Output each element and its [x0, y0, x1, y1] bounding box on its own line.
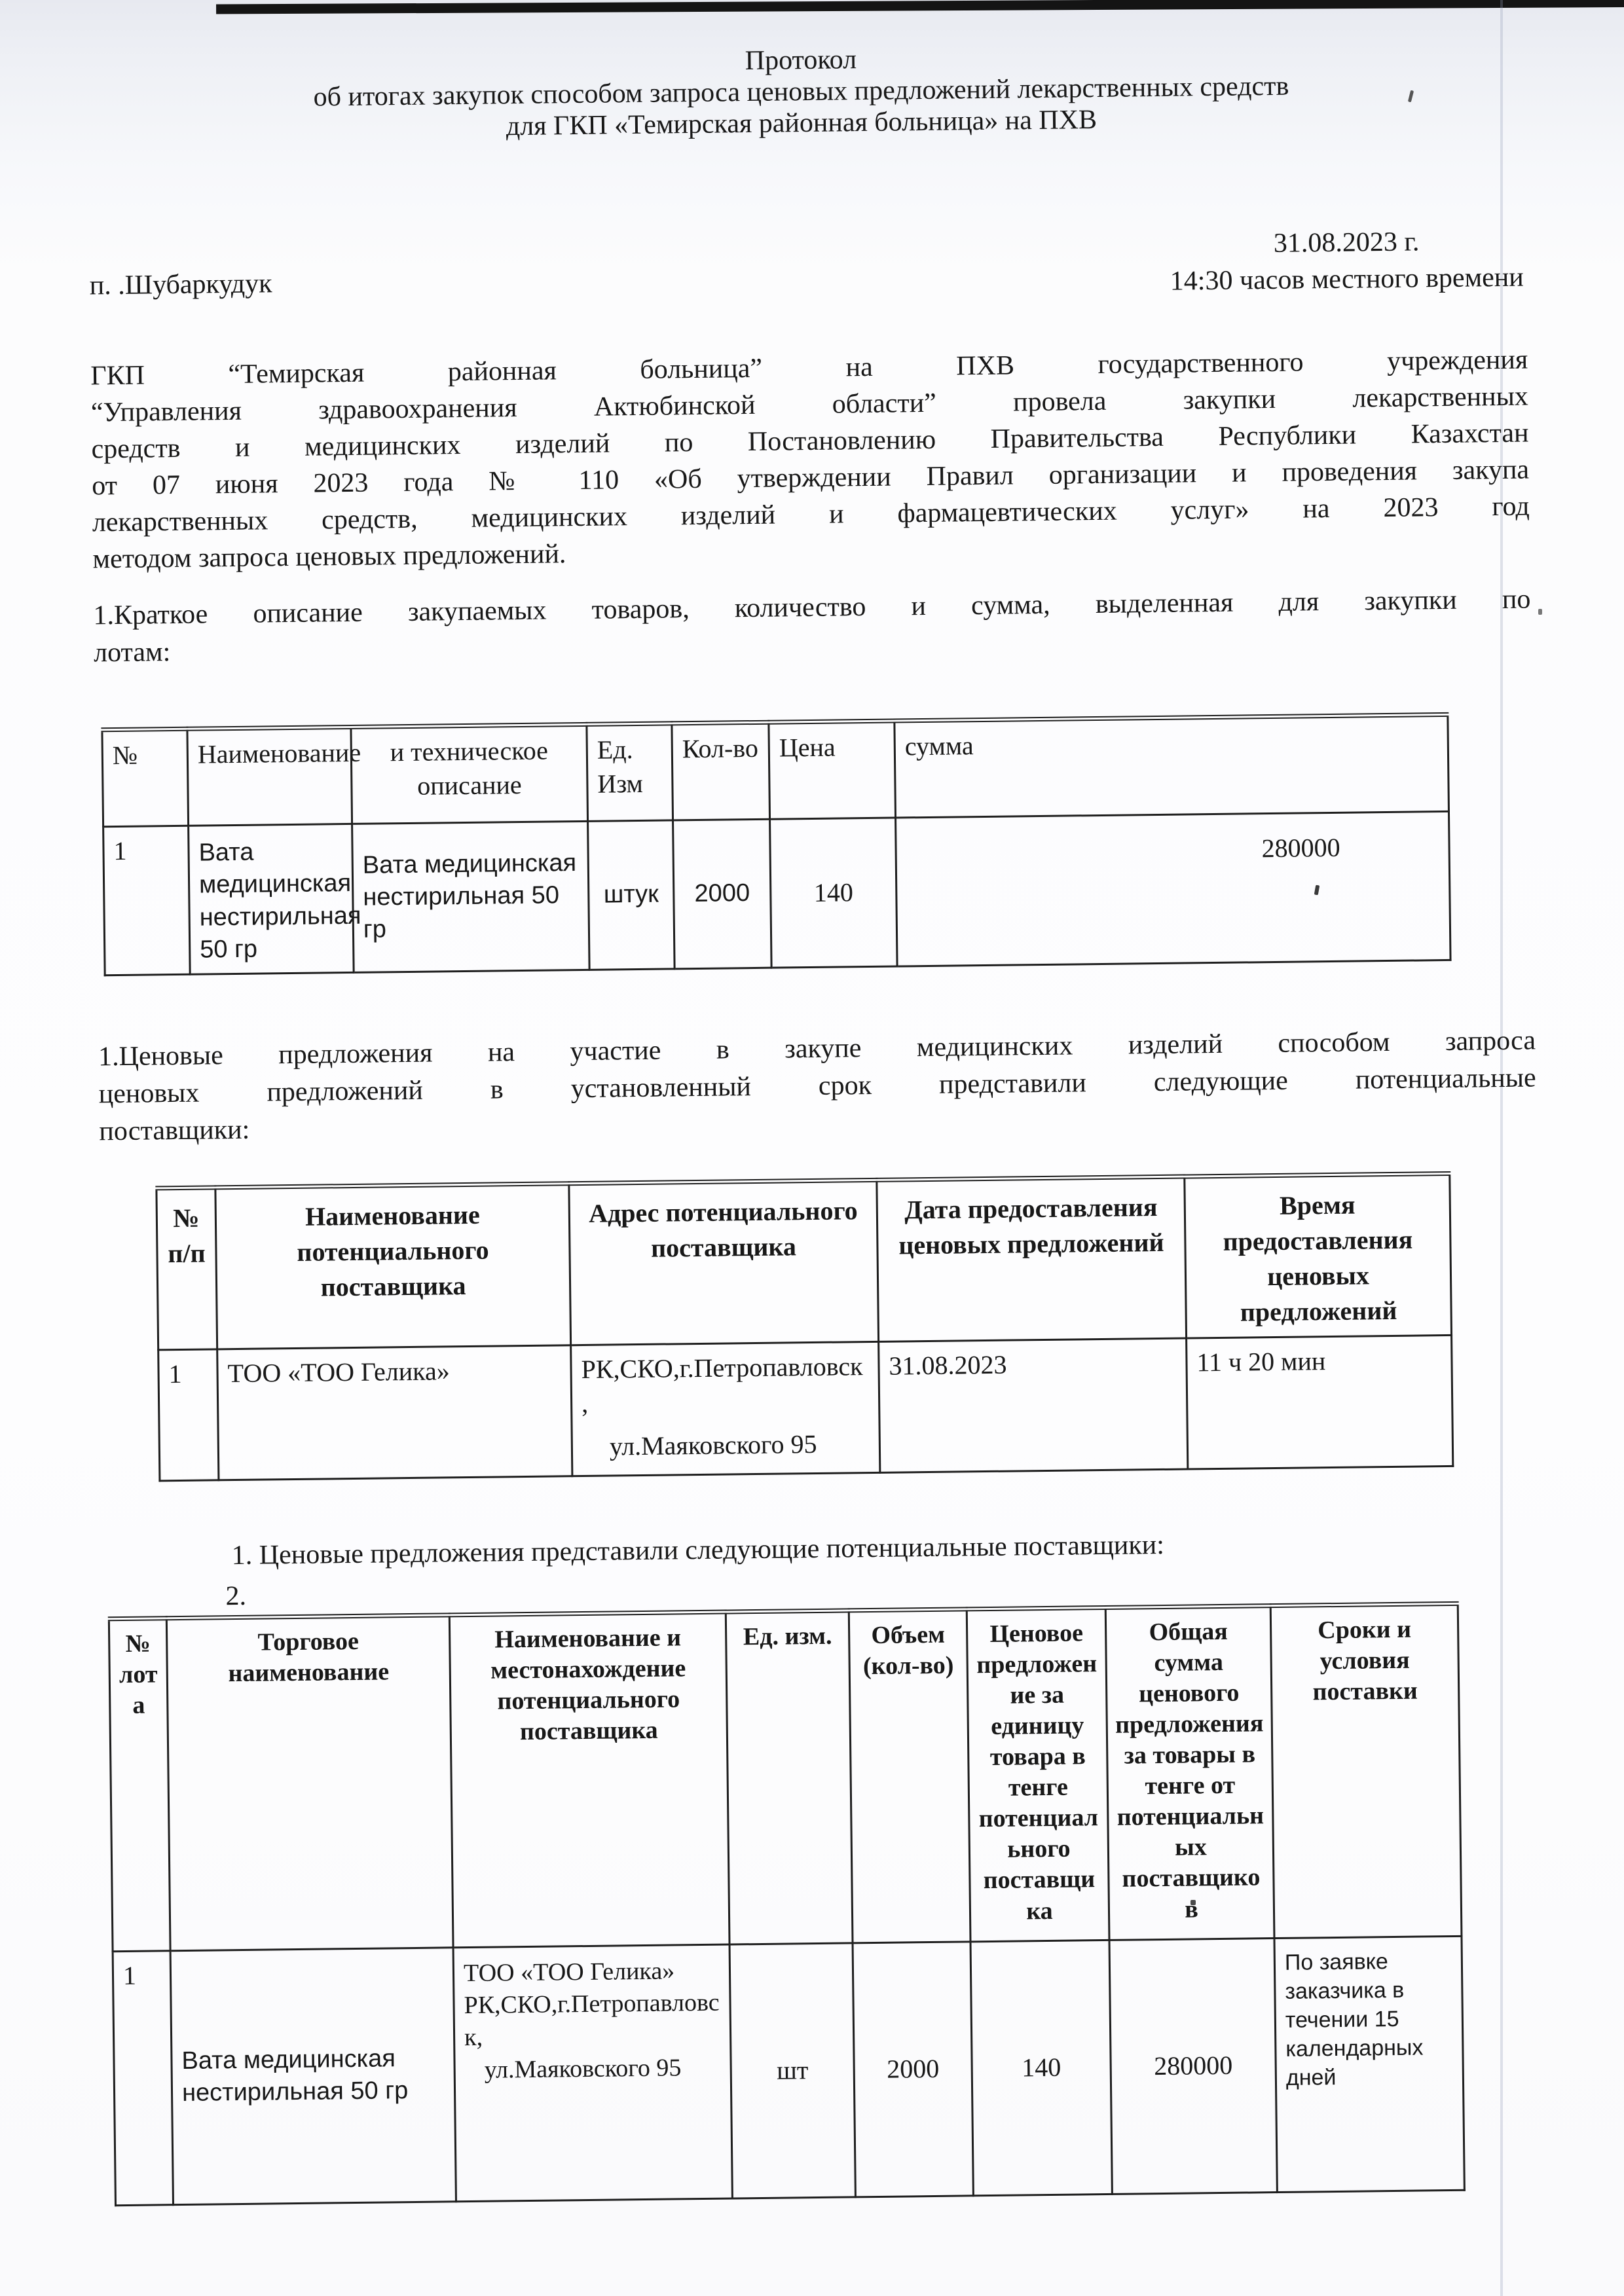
price-offers-table [108, 1601, 1466, 2206]
col-header-tech-desc: и техническое описание [351, 724, 588, 824]
supplier-address-cell [571, 1341, 880, 1476]
supplier-location-cell [453, 1944, 732, 2202]
title-line-1: Протокол [745, 45, 857, 77]
supplier-line: ул.Маяковского 95 [484, 2054, 682, 2084]
intro-paragraph [90, 342, 1530, 578]
place-date-row [89, 223, 1524, 312]
list-item-1: 1. Ценовые предложения представили следующие потенциальные поставщики: [231, 1529, 1165, 1571]
supplier-name-cell: ТОО «ТОО Гелика» [217, 1345, 572, 1480]
volume-cell: 2000 [853, 1941, 973, 2196]
paragraph-line: средств и медицинских изделий по Постановлению Правительства Республики Казахстан [91, 418, 1529, 465]
table-row [113, 1936, 1464, 2205]
col-header-trade-name: Торговое наименование [166, 1614, 453, 1950]
section-3-intro [225, 1522, 1541, 1615]
col-header-quantity: Кол-во [672, 722, 770, 820]
section-line: ценовых предложений в установленный срок представили следующие потенциальные [98, 1063, 1536, 1109]
col-header-offer-time: Время предоставления ценовых предложений [1185, 1173, 1452, 1338]
suppliers-table [155, 1171, 1454, 1482]
lots-summary-table [101, 712, 1451, 976]
section-line: лотам: [93, 637, 171, 668]
col-header-supplier-location: Наименование и местонахождение потенциального поставщика [449, 1612, 729, 1948]
offer-time-cell: 11 ч 20 мин [1187, 1335, 1453, 1469]
col-header-price: Цена [769, 721, 896, 819]
table-header-row [109, 1603, 1462, 1951]
col-header-supplier-name: Наименование потенциального поставщика [215, 1183, 571, 1349]
paragraph-line: “Управления здравоохранения Актюбинской области” провела закупки лекарственных [90, 381, 1529, 428]
lot-sum-cell: 280000 [896, 811, 1451, 966]
col-header-unit: Ед. изм. [726, 1610, 853, 1944]
paragraph-line: методом запроса ценовых предложений. [92, 539, 566, 575]
lot-quantity-cell: 2000 [673, 819, 772, 968]
section-line: 1.Ценовые предложения на участие в закупе медицинских изделий способом запроса [98, 1025, 1536, 1072]
paragraph-line: ГКП “Темирская районная больница” на ПХВ государственного учреждения [90, 344, 1528, 392]
title-line-3: для ГКП «Темирская районная больница» на ПХВ [506, 104, 1098, 142]
lot-desc-cell: Вата медицинская нестирильная 50 гр [352, 821, 590, 972]
lot-number-cell: 1 [113, 1950, 173, 2205]
col-header-offer-date: Дата предоставления ценовых предложений [877, 1176, 1187, 1341]
document-place: п. .Шубаркудук [89, 268, 272, 301]
col-header-number: № [102, 729, 189, 826]
supplier-number-cell: 1 [158, 1349, 219, 1480]
address-line: РК,СКО,г.Петропавловск, [581, 1351, 863, 1418]
table-row [103, 811, 1450, 975]
col-header-total-offer-sum: Общая сумма ценового предложения за товары в тенге от потенциальных поставщиков [1105, 1605, 1274, 1940]
table-row [158, 1335, 1453, 1480]
unit-price-cell: 140 [970, 1940, 1112, 2195]
paragraph-line: лекарственных средств, медицинских изделий и фармацевтических услуг» на 2023 год [92, 491, 1530, 538]
paragraph-line: от 07 июня 2023 года № 110 «Об утверждении Правил организации и проведения закупа [91, 454, 1530, 501]
col-header-delivery-terms: Сроки и условия поставки [1270, 1603, 1462, 1938]
trade-name-cell: Вата медицинская нестирильная 50 гр [170, 1947, 456, 2204]
title-line-2: об итогах закупок способом запроса ценовых предложений лекарственных средств [313, 71, 1289, 113]
col-header-number: № п/п [157, 1187, 217, 1349]
delivery-terms-cell: По заявке заказчика в течении 15 календарных дней [1274, 1936, 1464, 2192]
supplier-line: ТОО «ТОО Гелика» [463, 1957, 675, 1987]
address-line: ул.Маяковского 95 [609, 1429, 817, 1461]
section-line: 1.Краткое описание закупаемых товаров, количество и сумма, выделенная для закупки по [93, 584, 1531, 631]
col-header-name: Наименование [187, 727, 352, 826]
col-header-unit: Ед. Изм [587, 723, 673, 821]
section-line: поставщики: [99, 1114, 250, 1146]
col-header-unit-price-offer: Ценовое предложение за единицу товара в тенге потенциального поставщика [967, 1607, 1109, 1941]
document-title [0, 35, 1614, 148]
table-header-row [157, 1173, 1452, 1349]
lot-unit-cell: штук [588, 820, 675, 970]
list-item-2: 2. [225, 1580, 247, 1611]
document-date: 31.08.2023 г. [1273, 227, 1420, 259]
col-header-volume: Объем (кол-во) [849, 1609, 970, 1942]
col-header-sum: сумма [895, 714, 1449, 818]
lot-number-cell: 1 [103, 826, 191, 975]
lot-price-cell: 140 [770, 818, 898, 968]
col-header-supplier-address: Адрес потенциального поставщика [569, 1180, 879, 1345]
offer-date-cell: 31.08.2023 [879, 1338, 1188, 1472]
table-header-row [102, 714, 1449, 826]
supplier-line: РК,СКО,г.Петропавловск, [464, 1988, 720, 2052]
total-sum-cell: 280000 [1109, 1938, 1277, 2194]
document-time: 14:30 часов местного времени [1170, 262, 1524, 297]
col-header-lot-number: № лота [109, 1618, 170, 1951]
section-2-intro [98, 1022, 1537, 1150]
unit-cell: шт [729, 1942, 855, 2198]
document-datetime [1170, 223, 1524, 300]
section-1-intro [93, 581, 1531, 672]
lot-name-cell: Вата медицинская нестирильная 50 гр [189, 824, 354, 974]
